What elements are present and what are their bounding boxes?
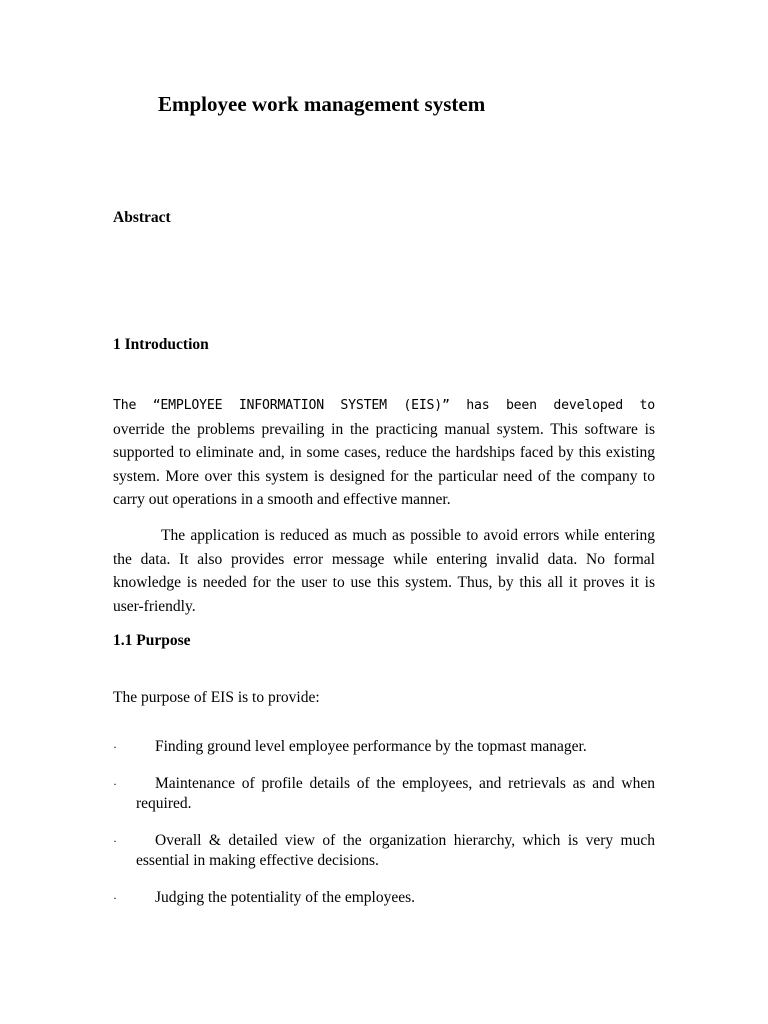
purpose-intro: The purpose of EIS is to provide: (113, 689, 320, 706)
abstract-heading: Abstract (113, 209, 171, 226)
list-item (113, 774, 655, 814)
list-item (113, 737, 655, 757)
introduction-paragraph (113, 394, 655, 512)
list-item (113, 831, 655, 871)
application-paragraph: The application is reduced as much as possible to avoid errors while entering the data. It also provides error message while entering invalid data. No formal knowledge is needed for the user to use this system. Thus, by this all it proves it is user-friendly. (113, 527, 655, 615)
list-item (113, 888, 655, 908)
bullet-marker: · (113, 834, 117, 848)
list-item-text: Maintenance of profile details of the employees, and retrievals as and when required. (136, 775, 655, 812)
introduction-body: override the problems prevailing in the practicing manual system. This software is supported to eliminate and, in some cases, reduce the hardships faced by this existing system. More over this system is designed for the particular need of the company to carry out operations in a smooth and effective manner. (113, 420, 655, 508)
bullet-marker: · (113, 777, 117, 791)
list-item-text: Finding ground level employee performance by the topmast manager. (155, 738, 587, 755)
list-item-text: Judging the potentiality of the employees. (155, 889, 416, 906)
introduction-first-line: The “EMPLOYEE INFORMATION SYSTEM (EIS)” has been developed to (113, 398, 655, 413)
page-title: Employee work management system (158, 92, 486, 116)
introduction-heading: 1 Introduction (113, 336, 209, 353)
purpose-heading: 1.1 Purpose (113, 632, 191, 649)
bullet-marker: · (113, 740, 117, 754)
bullet-marker: · (113, 891, 117, 905)
list-item-text: Overall & detailed view of the organization hierarchy, which is very much essential in making effective decisions. (136, 832, 655, 869)
